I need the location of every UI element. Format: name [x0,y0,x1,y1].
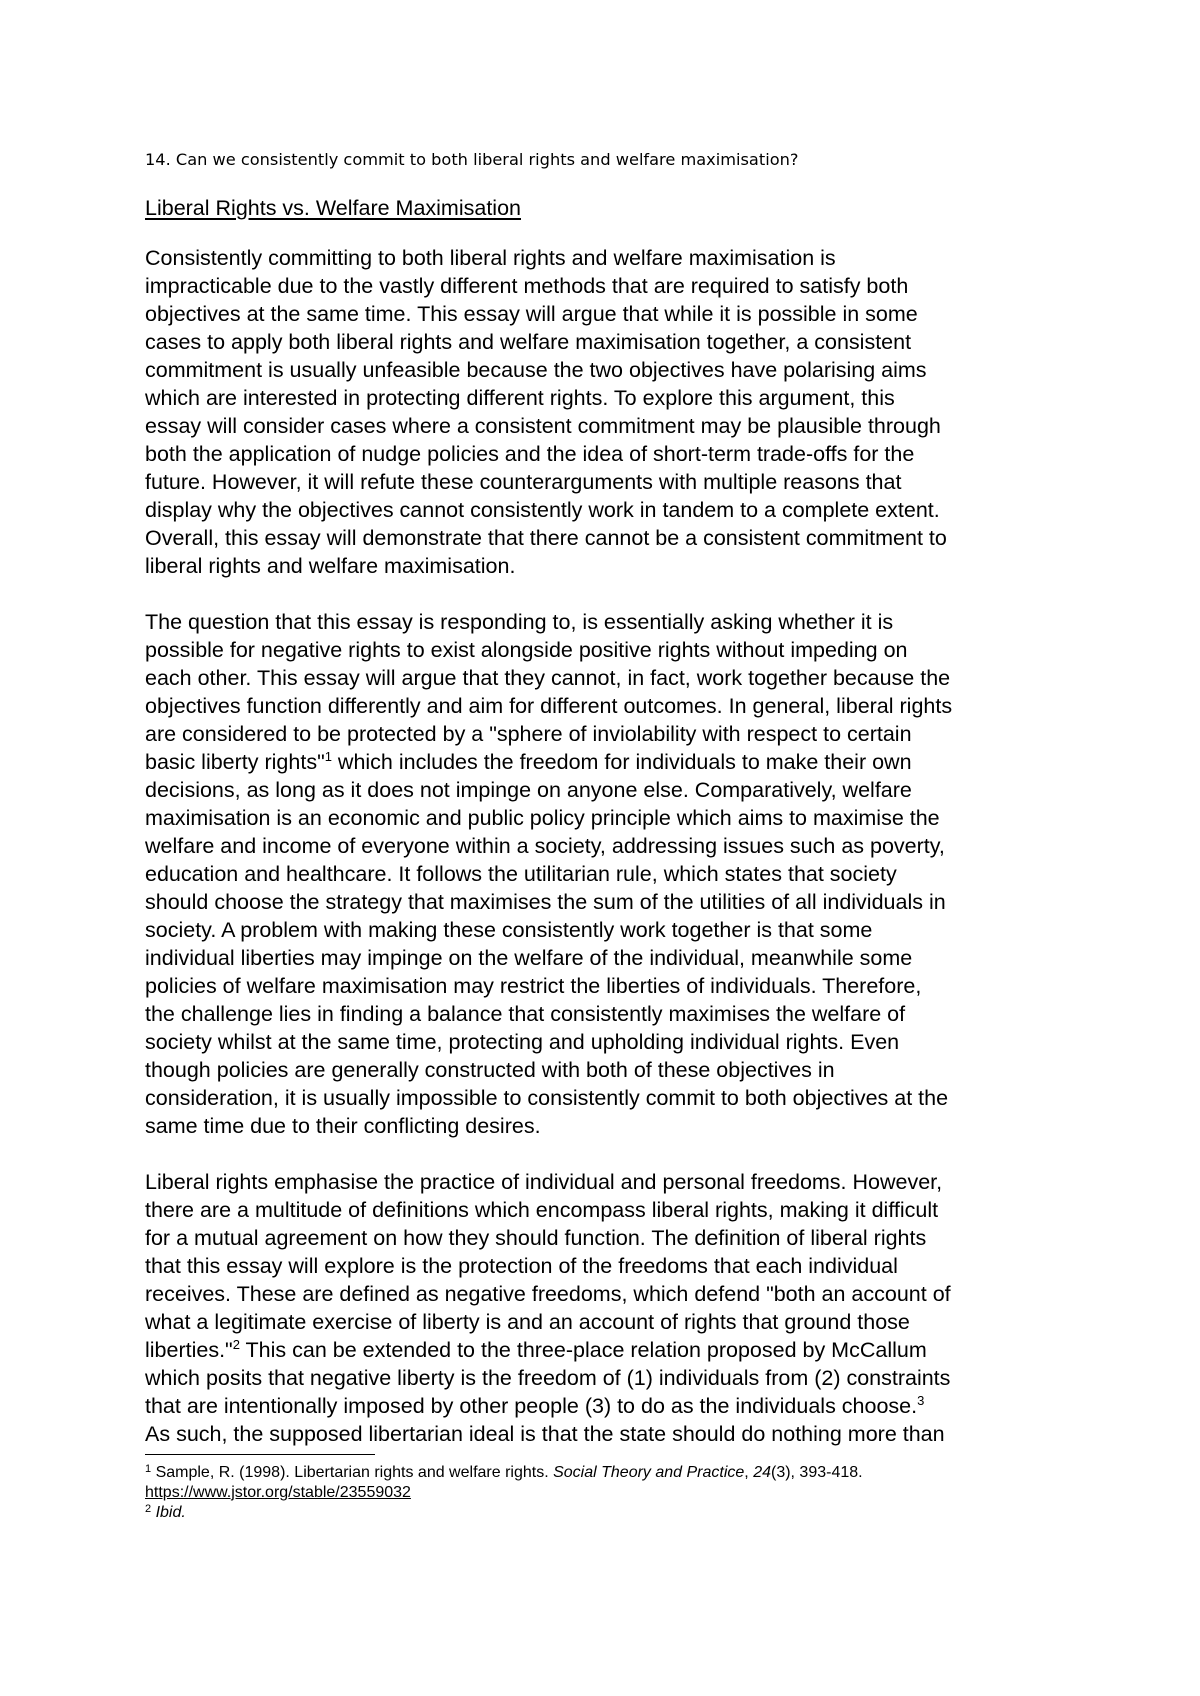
text-line: same time due to their conflicting desires. [145,1114,541,1138]
text-line: are considered to be protected by a "sphere of inviolability with respect to certain [145,722,912,746]
text-line-with-footnote [145,1392,1065,1420]
footnote-1-url [145,1483,1065,1503]
text-line: society whilst at the same time, protecting and upholding individual rights. Even [145,1030,900,1054]
footnotes [145,1454,1065,1523]
text-line: future. However, it will refute these counterarguments with multiple reasons that [145,470,902,494]
text-line: there are a multitude of definitions which encompass liberal rights, making it difficult [145,1198,939,1222]
paragraph-1 [145,244,1065,580]
text-line-with-footnote [145,748,1065,776]
footnote-volume: 24 [753,1464,771,1481]
footnote-journal: Social Theory and Practice [553,1464,745,1481]
text-line: decisions, as long as it does not impinge on anyone else. Comparatively, welfare [145,778,912,802]
footnote-mark-2: 2 [145,1503,152,1515]
text-fragment: that are intentionally imposed by other people (3) to do as the individuals choose. [145,1394,918,1418]
text-line: which posits that negative liberty is the freedom of (1) individuals from (2) constraints [145,1366,951,1390]
text-line: maximisation is an economic and public policy principle which aims to maximise the [145,806,940,830]
text-fragment: liberties." [145,1338,233,1362]
text-line: individual liberties may impinge on the welfare of the individual, meanwhile some [145,946,913,970]
text-line: each other. This essay will argue that they cannot, in fact, work together because the [145,666,951,690]
text-line: which are interested in protecting different rights. To explore this argument, this [145,386,895,410]
footnote-mark-1: 1 [145,1463,152,1475]
text-line: welfare and income of everyone within a society, addressing issues such as poverty, [145,834,945,858]
text-line: Liberal rights emphasise the practice of individual and personal freedoms. However, [145,1170,943,1194]
footnote-text: Ibid. [151,1504,186,1521]
text-line: As such, the supposed libertarian ideal is that the state should do nothing more than [145,1422,945,1446]
text-line: policies of welfare maximisation may restrict the liberties of individuals. Therefore, [145,974,922,998]
text-line: essay will consider cases where a consistent commitment may be plausible through [145,414,941,438]
text-line-with-footnote [145,1336,1065,1364]
text-line: for a mutual agreement on how they should function. The definition of liberal rights [145,1226,927,1250]
text-line: possible for negative rights to exist alongside positive rights without impeding on [145,638,908,662]
footnote-separator [145,1454,375,1455]
text-line: Overall, this essay will demonstrate that there cannot be a consistent commitment to [145,526,947,550]
text-line: receives. These are defined as negative freedoms, which defend "both an account of [145,1282,951,1306]
text-line: should choose the strategy that maximises the sum of the utilities of all individuals in [145,890,946,914]
footnote-ref-1[interactable]: 1 [324,749,332,764]
text-line: though policies are generally constructed with both of these objectives in [145,1058,835,1082]
text-line: display why the objectives cannot consistently work in tandem to a complete extent. [145,498,940,522]
text-line: objectives function differently and aim for different outcomes. In general, liberal rights [145,694,953,718]
text-line: both the application of nudge policies and the idea of short-term trade-offs for the [145,442,915,466]
paragraph-3 [145,1168,1065,1448]
text-line: The question that this essay is responding to, is essentially asking whether it is [145,610,894,634]
footnote-1 [145,1463,1065,1483]
footnote-text: , [744,1464,754,1481]
text-fragment: which includes the freedom for individuals to make their own [331,750,912,774]
text-line: impracticable due to the vastly different methods that are required to satisfy both [145,274,909,298]
footnote-ref-2[interactable]: 2 [232,1337,240,1352]
text-line: consideration, it is usually impossible to consistently commit to both objectives at the [145,1086,949,1110]
text-line: commitment is usually unfeasible because the two objectives have polarising aims [145,358,927,382]
text-line: society. A problem with making these consistently work together is that some [145,918,873,942]
text-line: education and healthcare. It follows the utilitarian rule, which states that society [145,862,897,886]
footnote-link[interactable]: https://www.jstor.org/stable/23559032 [145,1484,411,1501]
text-line: the challenge lies in finding a balance that consistently maximises the welfare of [145,1002,906,1026]
footnote-ref-3[interactable]: 3 [917,1393,925,1408]
text-fragment: basic liberty rights" [145,750,325,774]
text-line: what a legitimate exercise of liberty is and an account of rights that ground those [145,1310,910,1334]
text-line: that this essay will explore is the protection of the freedoms that each individual [145,1254,898,1278]
essay-heading: Liberal Rights vs. Welfare Maximisation [145,196,521,220]
footnote-text: Sample, R. (1998). Libertarian rights and welfare rights. [151,1464,554,1481]
footnote-2 [145,1503,1065,1523]
question-title: 14. Can we consistently commit to both liberal rights and welfare maximisation? [145,150,799,169]
text-line: liberal rights and welfare maximisation. [145,554,516,578]
footnote-text: (3), 393-418. [770,1464,863,1481]
text-line: objectives at the same time. This essay will argue that while it is possible in some [145,302,918,326]
text-line: cases to apply both liberal rights and welfare maximisation together, a consistent [145,330,912,354]
text-line: Consistently committing to both liberal rights and welfare maximisation is [145,246,836,270]
paragraph-2 [145,608,1065,1140]
text-fragment: This can be extended to the three-place relation proposed by McCallum [239,1338,927,1362]
document-page [145,150,1065,1523]
